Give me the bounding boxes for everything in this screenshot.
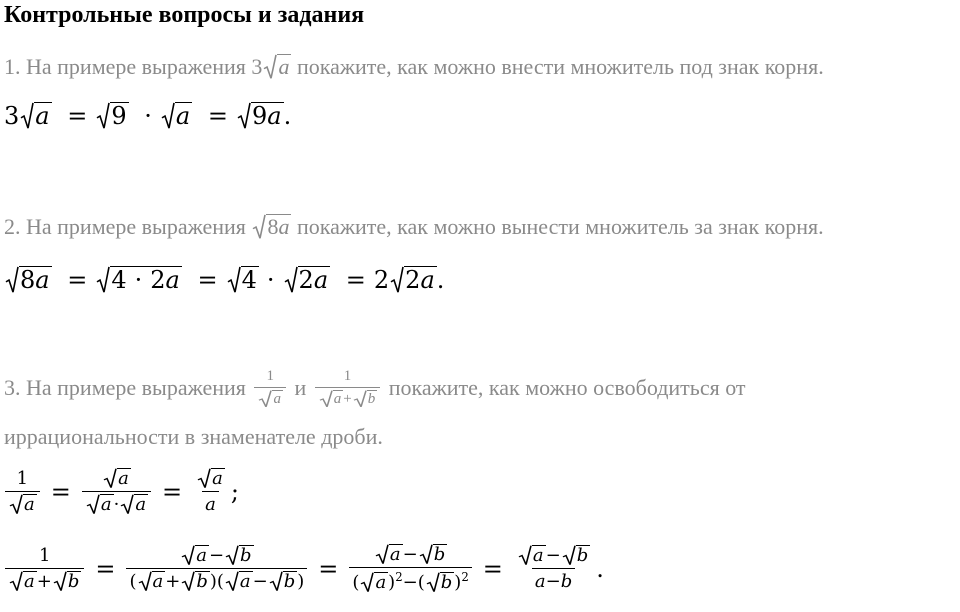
- equation-1: [4, 102, 291, 130]
- sqrt-4: 4: [227, 266, 259, 294]
- coef-2: 2: [373, 266, 390, 294]
- question-1-text-after: покажите, как можно внести множитель под знак корня.: [291, 54, 824, 79]
- sqrt-2a-result: 2a: [390, 266, 437, 294]
- equals: =: [67, 102, 88, 130]
- question-2-text-after: покажите, как можно вынести множитель за знак корня.: [291, 214, 824, 239]
- sqrt-a: a: [20, 102, 51, 130]
- question-2: [4, 214, 824, 240]
- question-3-line-2: иррациональности в знаменателе дроби.: [4, 424, 383, 449]
- question-2-text-before: 2. На примере выражения: [4, 214, 252, 239]
- period: .: [283, 102, 292, 130]
- sqrt-a-2: a: [161, 102, 192, 130]
- question-3-text-after: покажите, как можно освободиться от: [383, 375, 746, 400]
- frac-sqrt-a-over-a: $\frac{a}{a}$: [193, 468, 228, 515]
- equation-4: $\frac{1}{a + b}$ = $\frac{a - b}{( a + b )( a - b )}$ = $\frac{a - b}{( a )^2-( b )^2}$ = $\frac{a - b}{a-b}$ .: [2, 544, 604, 593]
- and-word: и: [288, 375, 312, 400]
- question-1-text-before: 1. На примере выражения 3: [4, 54, 263, 79]
- equals-2: =: [197, 266, 218, 294]
- sqrt-9: 9: [96, 102, 128, 130]
- sqrt-8a: 8a: [5, 266, 52, 294]
- frac-difference-over-squares: $\frac{a - b}{( a )^2-( b )^2}$: [349, 544, 471, 593]
- sqrt-4-2a: 4 · 2a: [96, 266, 182, 294]
- frac-1-over-sum: $\frac{1}{a + b}$: [5, 545, 84, 592]
- dot: ·: [266, 266, 275, 294]
- frac-difference-over-a-minus-b: $\frac{a - b}{a-b}$: [514, 545, 593, 592]
- fraction-1-over-sum: $\frac{1}{a + b}$: [315, 368, 380, 408]
- equation-3: $\frac{1}{a}$ = $\frac{a}{a \cdot a}$ = $\frac{a}{a}$ ;: [2, 468, 239, 515]
- coef-3: 3: [4, 102, 20, 130]
- question-3-text-before: 3. На примере выражения: [4, 375, 252, 400]
- frac-sqrt-a-over-product: $\frac{a}{a \cdot a}$: [82, 468, 151, 515]
- sqrt-2a: 2a: [284, 266, 331, 294]
- frac-1-sqrt-a: $\frac{1}{a}$: [5, 468, 40, 515]
- sqrt-a-inline: a: [263, 54, 291, 80]
- sqrt-9a: 9a: [237, 102, 284, 130]
- equals-3: =: [345, 266, 366, 294]
- frac-difference-over-product: $\frac{a - b}{( a + b )( a - b )}$: [126, 545, 307, 592]
- equals-2: =: [207, 102, 228, 130]
- fraction-1-over-sqrt-a: $\frac{1}{a}$: [254, 368, 286, 408]
- page-title: Контрольные вопросы и задания: [4, 2, 365, 28]
- sqrt-8a-inline: 8a: [252, 214, 291, 240]
- equation-2: 8a = 4 · 2a = 4 · 2a = 2 2a.: [4, 266, 444, 294]
- question-1: [4, 54, 824, 80]
- question-3: [4, 368, 746, 408]
- dot: ·: [144, 102, 152, 130]
- equals: =: [67, 266, 88, 294]
